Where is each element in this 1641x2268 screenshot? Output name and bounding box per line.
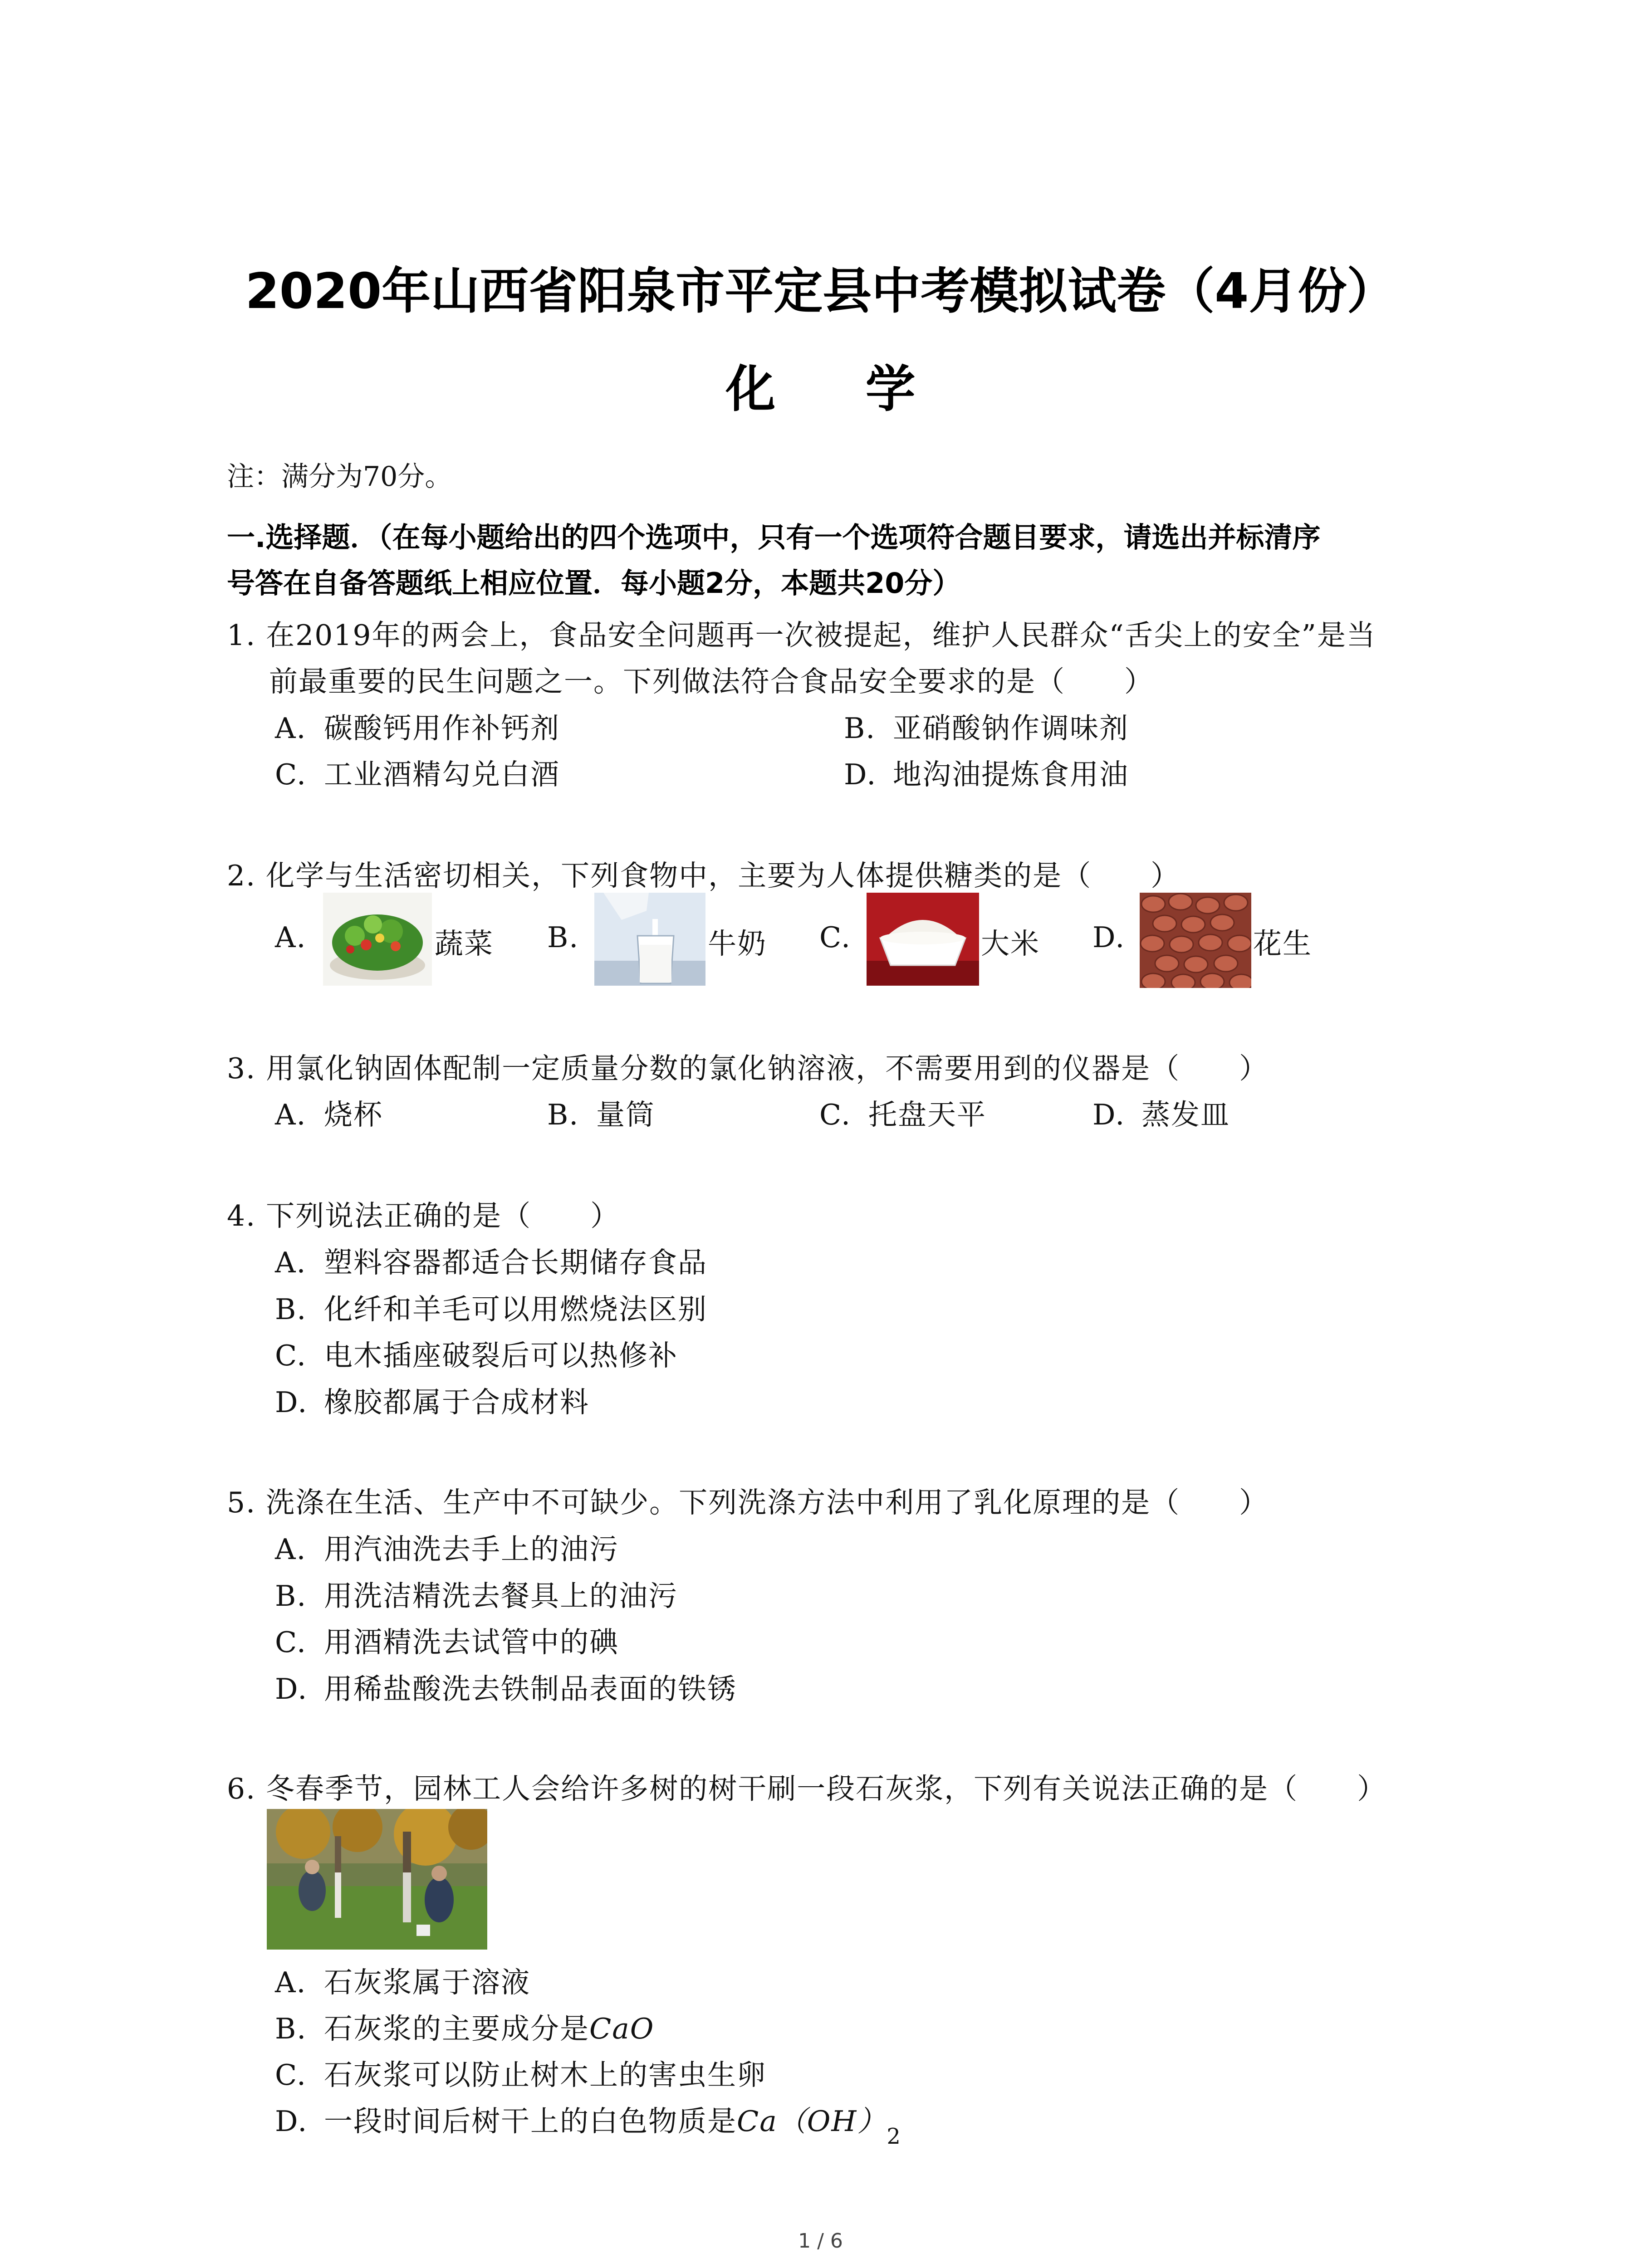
- option-text: 用汽油洗去手上的油污: [324, 1533, 619, 1566]
- option-text: 用酒精洗去试管中的碘: [324, 1626, 619, 1659]
- option-label: A.: [275, 1098, 307, 1131]
- question-2-option-c-label: C.: [819, 921, 851, 954]
- option-label: B.: [275, 2012, 307, 2045]
- option-label: B.: [275, 1579, 307, 1613]
- question-2-option-b-label: B.: [547, 921, 579, 954]
- question-5-line1: 5. 洗涤在生活、生产中不可缺少。下列洗涤方法中利用了乳化原理的是（ ）: [227, 1486, 1269, 1519]
- option-text: 烧杯: [324, 1098, 383, 1131]
- option-text: 托盘天平: [868, 1098, 986, 1131]
- option-label: C.: [275, 758, 307, 791]
- question-6-option-b: [275, 2006, 654, 2047]
- option-label: B.: [844, 712, 876, 745]
- question-6-option-c: [275, 2052, 766, 2093]
- question-2-option-a-text: 蔬菜: [435, 927, 494, 960]
- option-text: 地沟油提炼食用油: [893, 758, 1129, 791]
- option-label: D.: [275, 1386, 308, 1419]
- question-1-line2: 前最重要的民生问题之一。下列做法符合食品安全要求的是（ ）: [269, 665, 1154, 698]
- option-label: D.: [1092, 1098, 1126, 1131]
- option-text: 石灰浆的主要成分是: [324, 2012, 589, 2045]
- question-2-line1: 2. 化学与生活密切相关，下列食物中，主要为人体提供糖类的是（ ）: [227, 859, 1181, 892]
- option-label: B.: [547, 1098, 579, 1131]
- section-heading-line2: 号答在自备答题纸上相应位置．每小题2分，本题共20分）: [227, 567, 961, 600]
- question-4-option-c: [275, 1333, 678, 1374]
- option-text: 石灰浆可以防止树木上的害虫生卵: [324, 2058, 766, 2092]
- exam-title: 2020年山西省阳泉市平定县中考模拟试卷（4月份）: [245, 263, 1396, 320]
- question-5-option-a: [275, 1526, 619, 1568]
- option-label: C.: [819, 1098, 851, 1131]
- option-text: 蒸发皿: [1141, 1098, 1230, 1131]
- question-2-option-d-label: D.: [1092, 921, 1126, 954]
- question-4-option-b: [275, 1286, 707, 1328]
- question-1-option-c: [275, 752, 560, 793]
- question-5-option-c: [275, 1619, 619, 1661]
- question-5-option-b: [275, 1573, 678, 1614]
- option-text: 一段时间后树干上的白色物质是: [324, 2105, 737, 2138]
- option-label: D.: [275, 2105, 308, 2138]
- question-2-option-d-text: 花生: [1253, 927, 1312, 960]
- option-text: 亚硝酸钠作调味剂: [893, 712, 1129, 745]
- chemical-formula: Ca（OH）: [737, 2105, 887, 2138]
- question-2-option-a-label: A.: [275, 921, 307, 954]
- question-3-option-c: [819, 1092, 986, 1133]
- option-text: 量筒: [596, 1098, 655, 1131]
- option-label: C.: [275, 1339, 307, 1372]
- rice-photo: [867, 893, 979, 986]
- option-text: 橡胶都属于合成材料: [324, 1386, 589, 1419]
- question-3-option-b: [547, 1092, 655, 1133]
- question-1-line1: 1. 在2019年的两会上，食品安全问题再一次被提起，维护人民群众“舌尖上的安全”是当: [227, 619, 1376, 652]
- option-label: A.: [275, 1533, 307, 1566]
- option-label: C.: [275, 1626, 307, 1659]
- question-2-option-c-text: 大米: [981, 927, 1040, 960]
- chemical-formula: CaO: [589, 2012, 655, 2045]
- question-6-line1: 6. 冬春季节，园林工人会给许多树的树干刷一段石灰浆，下列有关说法正确的是（ ）: [227, 1772, 1387, 1805]
- question-3-option-d: [1092, 1092, 1230, 1133]
- option-label: C.: [275, 2058, 307, 2092]
- question-3-option-a: [275, 1092, 383, 1133]
- option-text: 塑料容器都适合长期储存食品: [324, 1246, 707, 1279]
- salad-photo: [323, 893, 432, 986]
- peanut-photo: [1140, 893, 1251, 988]
- subject-title: 化 学: [725, 360, 952, 418]
- milk-photo: [594, 893, 705, 986]
- option-label: D.: [844, 758, 877, 791]
- option-label: D.: [275, 1672, 308, 1706]
- question-1-option-d: [844, 752, 1129, 793]
- question-4-option-d: [275, 1379, 589, 1421]
- section-heading-line1: 一.选择题．（在每小题给出的四个选项中，只有一个选项符合题目要求，请选出并标清序: [227, 521, 1321, 554]
- page-number: 1 / 6: [798, 2229, 843, 2253]
- question-1-option-b: [844, 705, 1129, 747]
- question-6-option-a: [275, 1960, 530, 2001]
- option-text: 碳酸钙用作补钙剂: [324, 712, 560, 745]
- question-4-line1: 4. 下列说法正确的是（ ）: [227, 1199, 620, 1232]
- option-label: A.: [275, 712, 307, 745]
- question-5-option-d: [275, 1666, 737, 1707]
- question-1-option-a: [275, 705, 560, 747]
- option-text: 用洗洁精洗去餐具上的油污: [324, 1579, 678, 1613]
- option-label: A.: [275, 1246, 307, 1279]
- option-text: 化纤和羊毛可以用燃烧法区别: [324, 1293, 707, 1326]
- score-note: 注：满分为70分。: [227, 461, 452, 493]
- question-4-option-a: [275, 1240, 707, 1281]
- option-text: 石灰浆属于溶液: [324, 1966, 530, 1999]
- option-label: B.: [275, 1293, 307, 1326]
- question-2-option-b-text: 牛奶: [708, 927, 767, 960]
- question-6-option-d: [275, 2098, 901, 2149]
- option-text: 用稀盐酸洗去铁制品表面的铁锈: [324, 1672, 737, 1706]
- formula-subscript: 2: [887, 2123, 901, 2149]
- option-text: 电木插座破裂后可以热修补: [324, 1339, 678, 1372]
- question-3-line1: 3. 用氯化钠固体配制一定质量分数的氯化钠溶液，不需要用到的仪器是（ ）: [227, 1052, 1269, 1085]
- option-label: A.: [275, 1966, 307, 1999]
- tree-painting-photo: [267, 1809, 487, 1950]
- option-text: 工业酒精勾兑白酒: [324, 758, 560, 791]
